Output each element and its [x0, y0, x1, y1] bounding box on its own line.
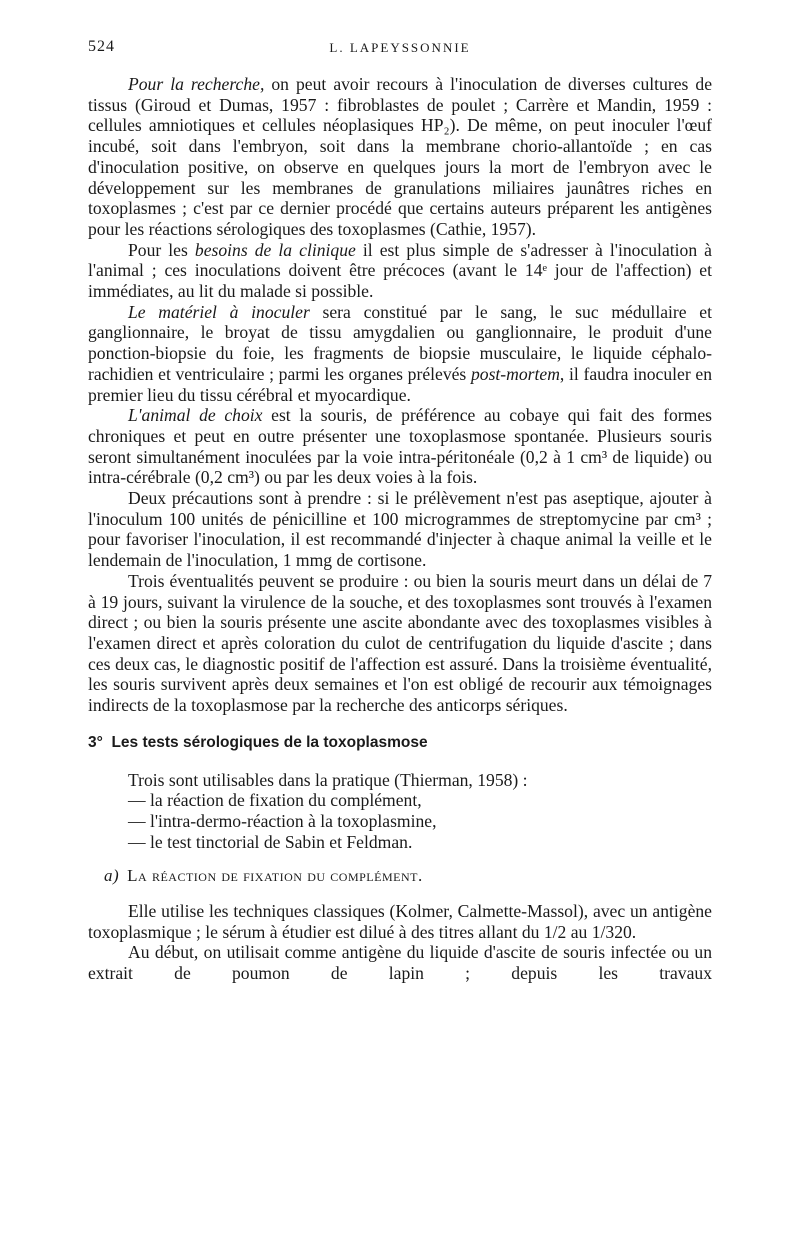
paragraph-text: on peut avoir recours à l'inoculation de diverses cultures de tissus (Giroud et Dumas, 1957 : fibroblastes de poulet ; Carrère et Mandin, 1959 : cellules amniotiques et cellules néoplasiques HP₂). De même, on peut inoculer l'œuf incubé, soit dans l'embryon, soit dans la membrane chorio-allantoïde ; en cas d'inoculation positive, on observe en quelques jours la mort de l'embryon avec le développement sur les membranes de granulations miliaires jaunâtres riches en toxoplasmes ; c'est par ce dernier procédé que certains auteurs préparent les antigènes pour les réactions sérologiques des toxoplasmes (Cathie, 1957).: [88, 74, 713, 239]
italic-term: post-mortem: [470, 363, 560, 384]
paragraph-text: , il faudra inoculer en premier lieu du tissu cérébral et myocardique.: [88, 363, 712, 405]
section-heading: [88, 733, 712, 754]
paragraph-text: sera constitué par le sang, le suc médullaire et ganglionnaire, le broyat de tissu amygdalien ou ganglionnaire, le produit d'une ponction-biopsie du foie, les fragments de biopsie musculaire, le liquide céphalo-rachidien et ventriculaire ; parmi les organes prélevés: [88, 301, 712, 384]
running-head: L. LAPEYSSONNIE: [329, 40, 471, 55]
section-title: Les tests sérologiques de la toxoplasmose: [111, 733, 428, 751]
paragraph-animal: [88, 405, 712, 488]
subsection-heading: [88, 866, 712, 887]
paragraph-text: est la souris, de préférence au cobaye qui fait des formes chroniques et peut en outre présenter une toxoplasmose spontanée. Plusieurs souris seront simultanément inoculées par la voie intra-péritonéale (0,2 à 1 cm³ de liquide) ou intra-cérébrale (0,2 cm³) ou par les deux voies à la fois.: [88, 405, 712, 488]
page-number: 524: [88, 38, 115, 55]
paragraph-lead: Le matériel à inoculer: [128, 301, 310, 322]
paragraph-precautions: Deux précautions sont à prendre : si le prélèvement n'est pas aseptique, ajouter à l'inoculum 100 unités de pénicilline et 100 microgrammes de streptomycine par cm³ ; pour favoriser l'inoculation, il est recommandé d'injecter à chaque animal la veille et le lendemain de l'inoculation, 1 mmg de cortisone.: [88, 488, 712, 571]
paragraph-lead: L'animal de choix: [128, 405, 263, 426]
section-number: 3°: [88, 733, 103, 751]
paragraph-clinique: [88, 240, 712, 302]
subsection-title: La réaction de fixation du complément.: [127, 866, 423, 886]
test-list: [88, 790, 712, 852]
paragraph-text: Pour les: [128, 239, 195, 260]
list-item: — le test tinctorial de Sabin et Feldman.: [128, 831, 413, 852]
paragraph-eventualites: Trois éventualités peuvent se produire : ou bien la souris meurt dans un délai de 7 à 19 jours, suivant la virulence de la souche, et des toxoplasmes sont trouvés à l'examen direct ; ou bien la souris présente une ascite abondante avec des toxoplasmes visibles à l'examen direct et après coloration du culot de centrifugation du liquide d'ascite ; dans ces deux cas, le diagnostic positif de l'affection est assuré. Dans la troisième éventualité, les souris survivent après deux semaines et l'on est obligé de recourir aux témoignages indirects de la toxoplasmose par la recherche des anticorps sériques.: [88, 570, 712, 716]
paragraph-lead: Pour la recherche,: [128, 74, 265, 94]
paragraph-kolmer: Elle utilise les techniques classiques (Kolmer, Calmette-Massol), avec un antigène toxoplasmique ; le sérum à étudier est dilué à des titres allant du 1/2 au 1/320.: [88, 901, 712, 942]
page-header: [88, 38, 712, 62]
paragraph-materiel: [88, 302, 712, 406]
paragraph-lead: besoins de la clinique: [194, 239, 356, 260]
paragraph-antigene: Au début, on utilisait comme antigène du liquide d'ascite de souris infectée ou un extrait de poumon de lapin ; depuis les travaux: [88, 942, 712, 984]
body-text: [88, 74, 712, 984]
list-item: — la réaction de fixation du complément,: [128, 790, 422, 811]
section-intro: Trois sont utilisables dans la pratique (Thierman, 1958) :: [128, 769, 528, 790]
list-item: — l'intra-dermo-réaction à la toxoplasmine,: [128, 810, 437, 831]
paragraph-culture: [88, 74, 712, 240]
paragraph-text: il est plus simple de s'adresser à l'inoculation à l'animal ; ces inoculations doivent être précoces (avant le 14ᵉ jour de l'affection) et immédiates, au lit du malade si possible.: [88, 239, 712, 302]
subsection-letter: a): [104, 866, 120, 886]
